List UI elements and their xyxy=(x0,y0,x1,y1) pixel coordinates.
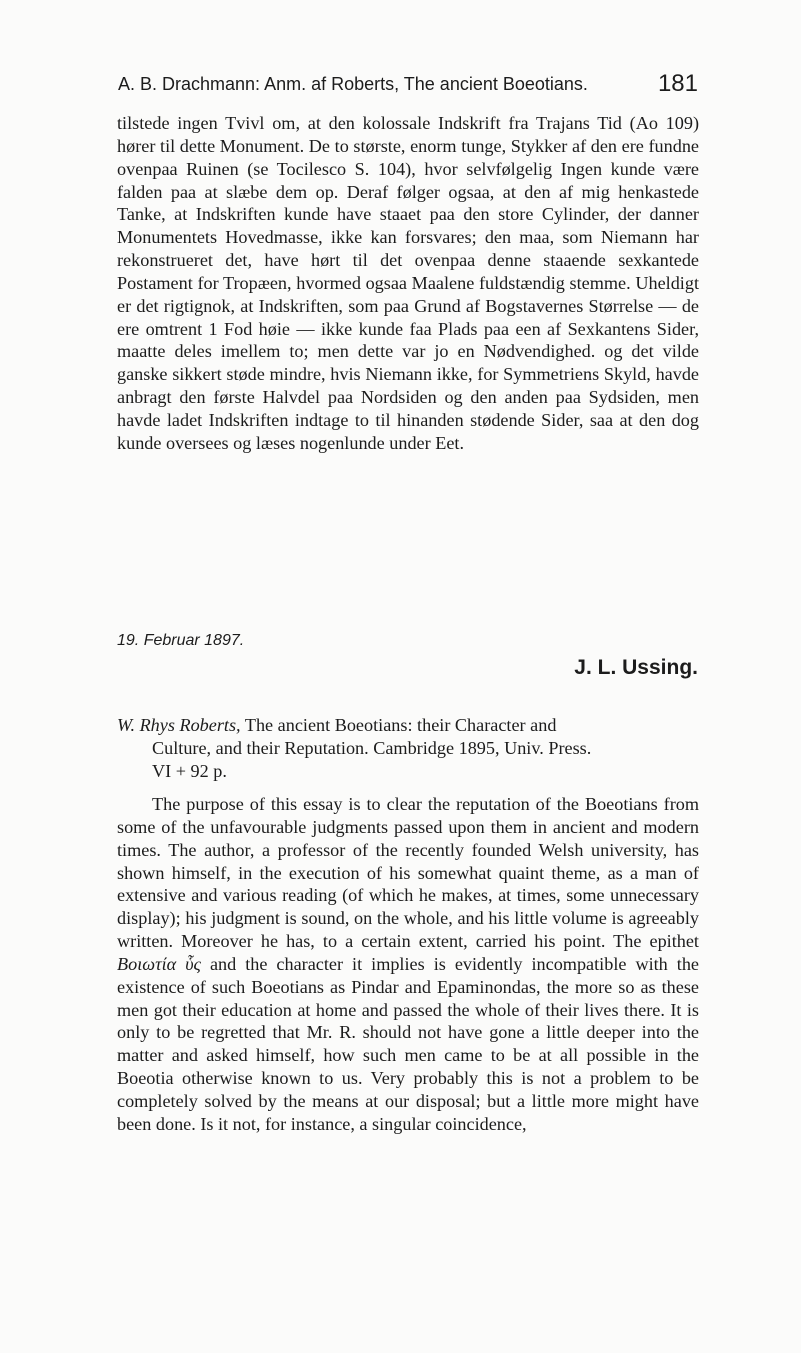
review-text-part1: The purpose of this essay is to clear the reputation of the Boeotians from some of the unfavourable judgments passed upon them in ancient and modern times. The author, a professor of the recently founded Welsh university, has shown himself, in the execution of his somewhat quaint theme, as a man of extensive and various reading (of which he makes, at times, some unnecessary display); his judgment is sound, on the whole, and his little volume is agreeably written. Moreover he has, to a certain extent, carried his point. The epithet xyxy=(117,794,699,952)
reference-title-line2: Culture, and their Reputation. Cambridge 1895, Univ. Press. xyxy=(152,738,592,758)
greek-epithet: Βοιωτία ὗς xyxy=(117,953,201,974)
running-title: A. B. Drachmann: Anm. af Roberts, The ancient Boeotians. xyxy=(118,74,588,94)
review-reference xyxy=(117,714,699,783)
paragraph-continuation: tilstede ingen Tvivl om, at den kolossale Indskrift fra Trajans Tid (Ao 109) hører til dette Monument. De to største, enorm tunge, Stykker af den ere fundne ovenpaa Ruinen (se Tocilesco S. 104), hvor selvfølgelig Ingen kunde være falden paa at slæbe dem op. Deraf følger ogsaa, at den af mig henkastede Tanke, at Indskriften kunde have staaet paa den store Cylinder, der danner Monumentets Hovedmasse, ikke kan forsvares; den maa, som Niemann har rekonstrueret det, have hørt til det ovenpaa denne staaende sexkantede Postament for Tropæen, hvormed ogsaa Maalene fuldstændig stemme. Uheldigt er det rigtignok, at Indskriften, som paa Grund af Bogstavernes Størrelse — de ere omtrent 1 Fod høie — ikke kunde faa Plads paa een af Sexkantens Sider, maatte deles imellem to; men dette var jo en Nødvendighed. og det vilde ganske sikkert støde mindre, hvis Niemann ikke, for Symmetriens Skyld, havde anbragt den første Halvdel paa Nordsiden og den anden paa Sydsiden, men havde ladet Indskriften indtage to til hinanden stødende Sider, saa at den dog kunde oversees og læses nogenlunde under Eet. xyxy=(117,113,699,453)
running-header xyxy=(118,70,698,100)
review-text-part2: and the character it implies is evidently incompatible with the existence of such Boeotians as Pindar and Epaminondas, the more so as these men got their education at home and passed the whole of their lives there. It is only to be regretted that Mr. R. should not have gone a little deeper into the matter and asked himself, how such men came to be at all possible in the Boeotia otherwise known to us. Very probably this is not a problem to be completely solved by the means at our disposal; but a little more might have been done. Is it not, for instance, a singular coincidence, xyxy=(117,953,699,1134)
reference-title-line1: The ancient Boeotians: their Character and xyxy=(244,715,557,735)
page-number: 181 xyxy=(657,70,698,97)
reference-title-line3: VI + 92 p. xyxy=(152,761,227,781)
reference-author: W. Rhys Roberts, xyxy=(117,715,241,735)
review-paragraph xyxy=(117,793,699,1136)
dateline: 19. Februar 1897. xyxy=(117,632,245,649)
signature: J. L. Ussing. xyxy=(574,656,698,679)
